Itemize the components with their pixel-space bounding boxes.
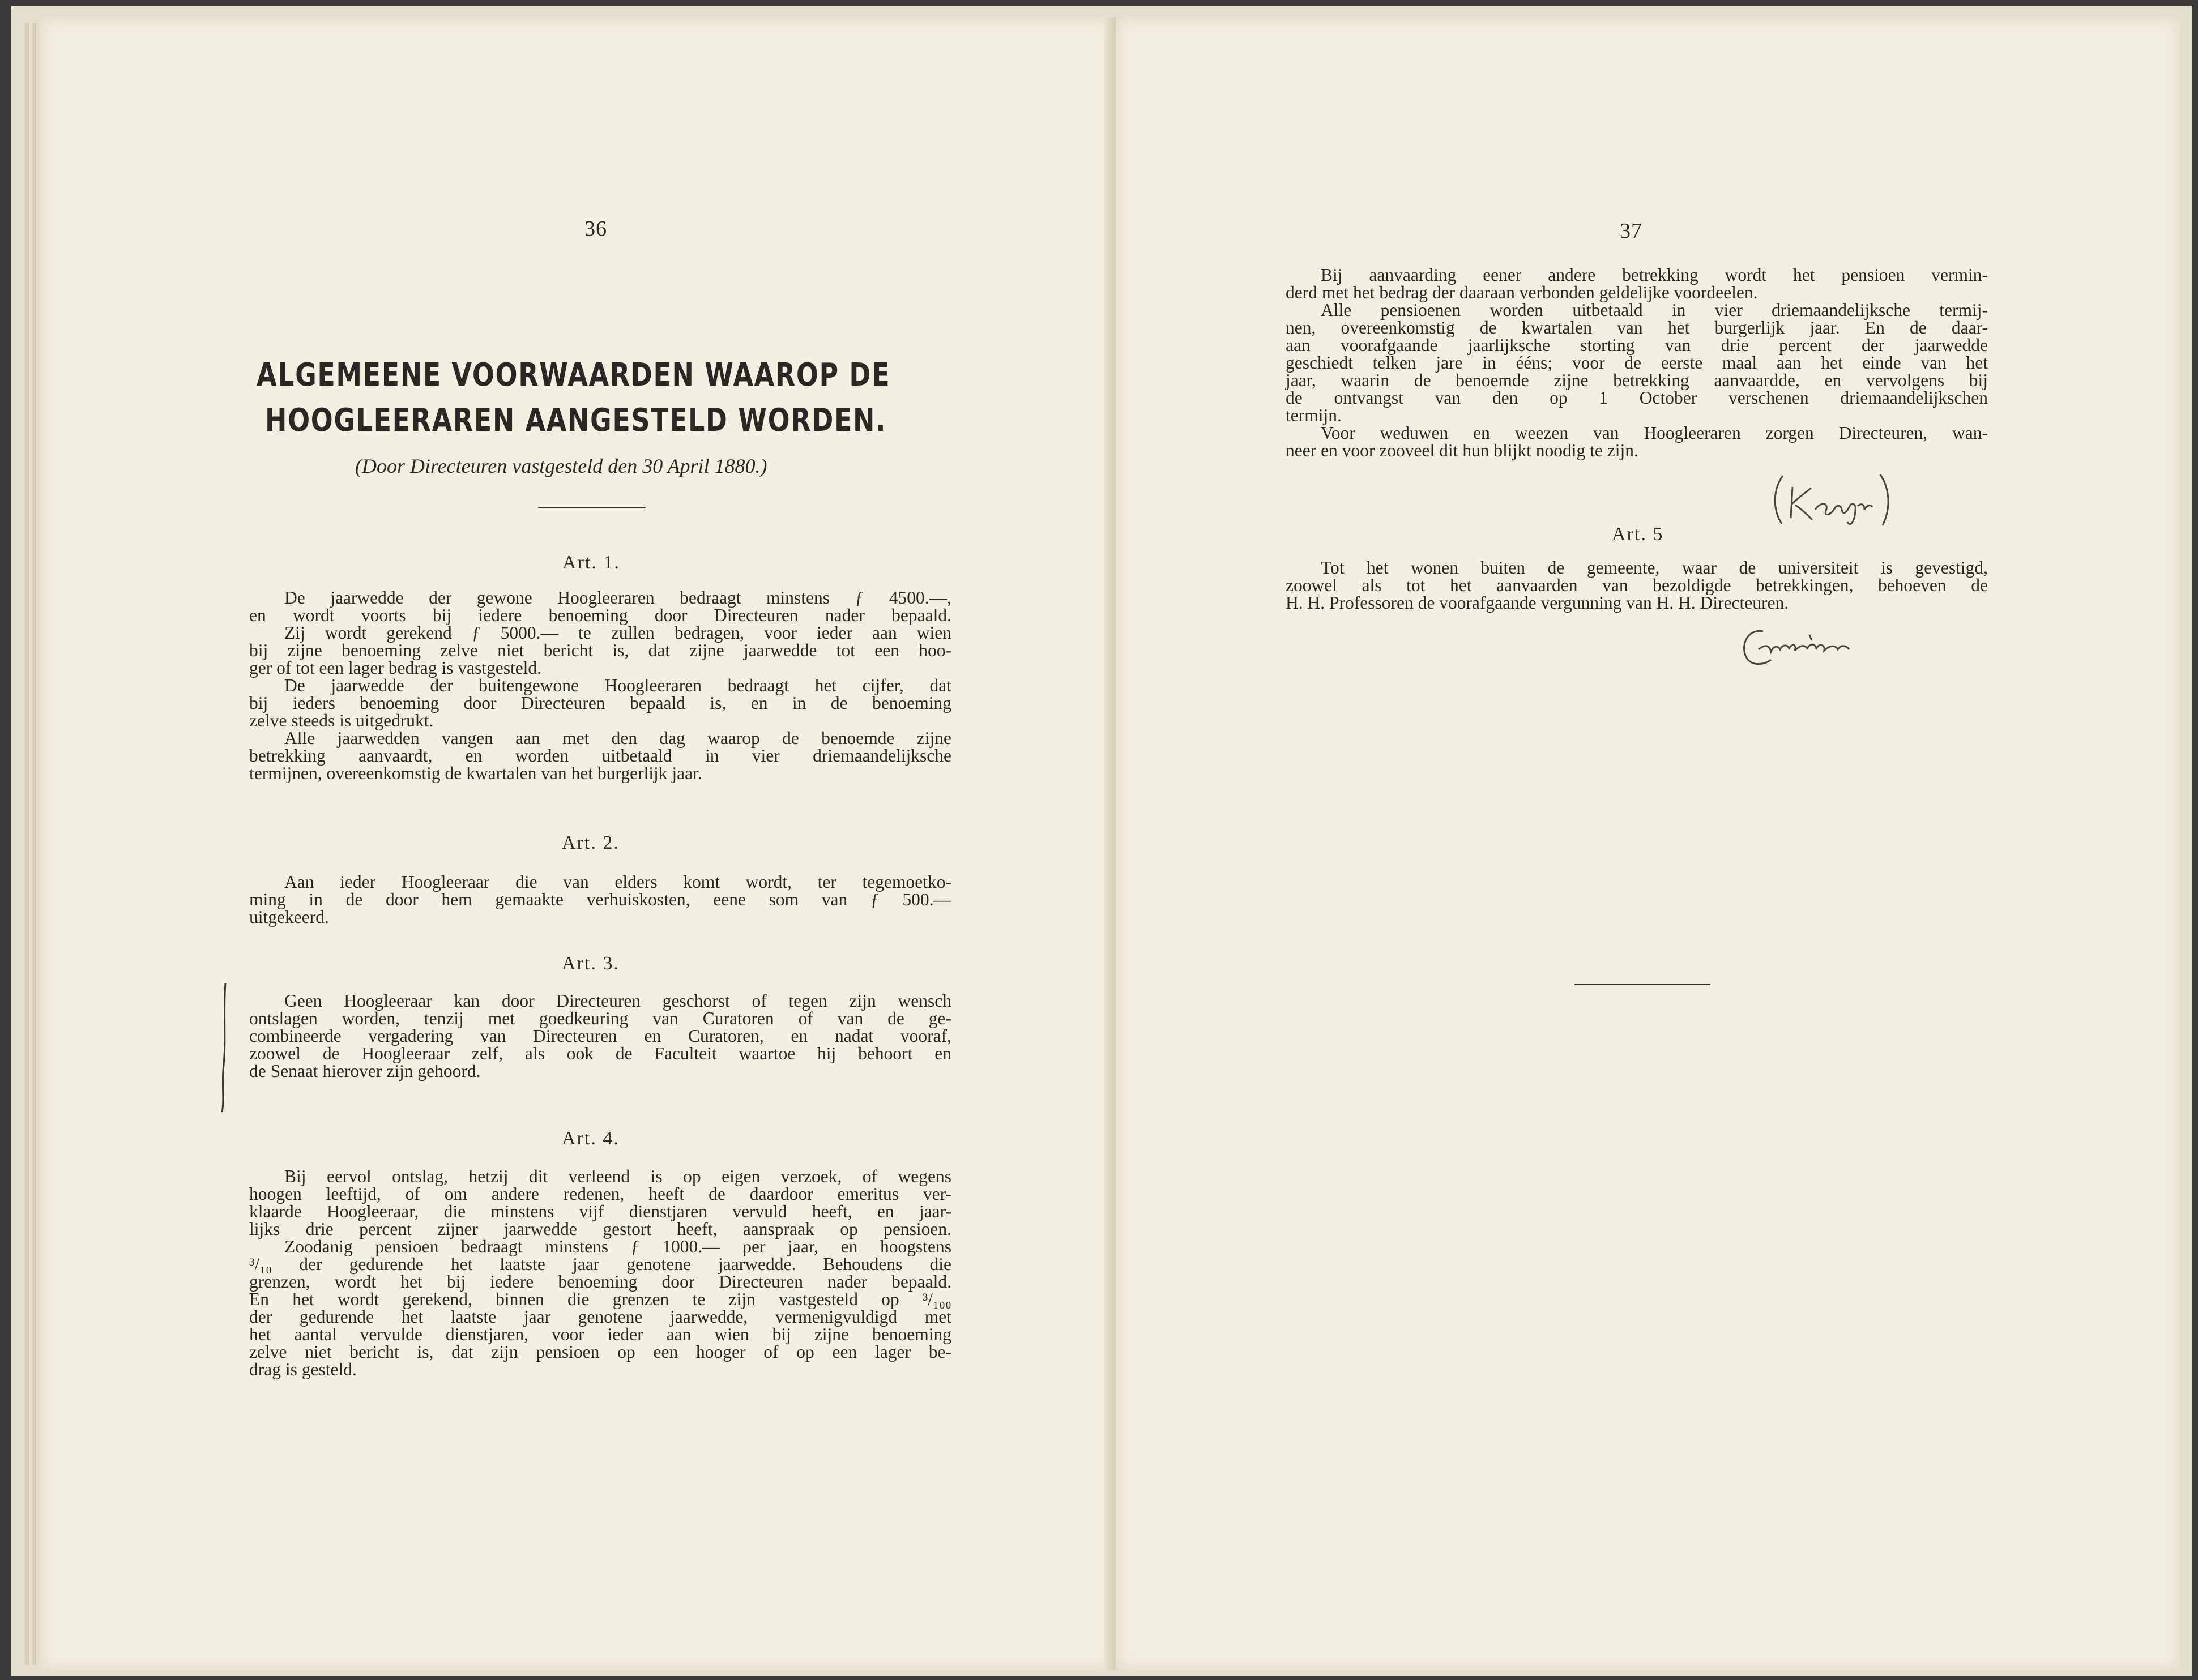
page-number: 36 [584, 217, 607, 241]
text-line: bij zijne benoeming zelve niet bericht is, dat zijne jaarwedde tot een hoo- [249, 640, 951, 660]
text-line: het aantal vervulde dienstjaren, voor ieder aan wien bij zijne benoeming [249, 1324, 951, 1344]
text-line: ming in de door hem gemaakte verhuiskosten, eene som van ƒ 500.— [249, 890, 951, 909]
text-line: combineerde vergadering van Directeuren en Curatoren, en nadat vooraf, [249, 1026, 951, 1046]
article-2-heading: Art. 2. [562, 832, 620, 853]
page-number: 37 [1620, 219, 1642, 243]
text-line: uitgekeerd. [249, 907, 329, 927]
text-line: Tot het wonen buiten de gemeente, waar de universiteit is gevestigd, [1321, 558, 1988, 578]
handwritten-annotation [1767, 470, 1903, 532]
text-line: de Senaat hierover zijn gehoord. [249, 1061, 481, 1081]
page-edge [25, 23, 29, 1665]
title-rule [538, 507, 646, 508]
text-line: Geen Hoogleeraar kan door Directeuren geschorst of tegen zijn wensch [284, 991, 951, 1011]
text-line: H. H. Professoren de voorafgaande vergunning van H. H. Directeuren. [1286, 593, 1789, 613]
text-line: klaarde Hoogleeraar, die minstens vijf dienstjaren vervuld heeft, en jaar- [249, 1202, 951, 1221]
text-line: Zoodanig pensioen bedraagt minstens ƒ 1000.— per jaar, en hoogstens [284, 1237, 951, 1256]
left-page [40, 17, 1116, 1670]
article-4-text [249, 1168, 951, 1378]
title-line-1: ALGEMEENE VOORWAARDEN WAAROP DE [257, 357, 891, 394]
text-line: derd met het bedrag der daaraan verbonden geldelijke voordeelen. [1286, 283, 1758, 302]
text-line: ger of tot een lager bedrag is vastgesteld. [249, 658, 542, 678]
right-page [1116, 17, 2180, 1670]
article-5-text [1286, 559, 1988, 612]
text-line: aan voorafgaande jaarlijksche storting van drie percent der jaarwedde [1286, 335, 1988, 355]
margin-mark [215, 980, 232, 1115]
text-line: lijks drie percent zijner jaarwedde gestort heeft, aanspraak op pensioen. [249, 1219, 951, 1239]
text-line: zoowel de Hoogleeraar zelf, als ook de Faculteit waartoe hij behoort en [249, 1044, 951, 1063]
text-line: jaar, waarin de benoemde zijne betrekking aanvaardde, en vervolgens bij [1286, 370, 1988, 390]
title-line-2: HOOGLEERAREN AANGESTELD WORDEN. [265, 402, 887, 439]
text-line: zelve niet bericht is, dat zijn pensioen op een hooger of op een lager be- [249, 1342, 951, 1362]
text-line: Alle pensioenen worden uitbetaald in vier driemaandelijksche termij- [1321, 300, 1988, 320]
text-line: Bij eervol ontslag, hetzij dit verleend is op eigen verzoek, of wegens [284, 1166, 951, 1186]
handwritten-signature [1736, 614, 1872, 677]
text-line: en wordt voorts bij iedere benoeming door Directeuren nader bepaald. [249, 605, 951, 625]
text-line: De jaarwedde der buitengewone Hoogleeraren bedraagt het cijfer, dat [284, 676, 951, 695]
article-1-heading: Art. 1. [562, 552, 620, 573]
text-line: zelve steeds is uitgedrukt. [249, 711, 434, 730]
text-line: ³/₁₀ der gedurende het laatste jaar genotene jaarwedde. Behoudens die [249, 1254, 951, 1274]
article-4-heading: Art. 4. [562, 1128, 620, 1149]
text-line: Zij wordt gerekend ƒ 5000.— te zullen bedragen, voor ieder aan wien [284, 623, 951, 643]
text-line: drag is gesteld. [249, 1360, 357, 1379]
article-1-text [249, 589, 951, 782]
text-line: geschiedt telken jare in ééns; voor de eerste maal aan het einde van het [1286, 353, 1988, 373]
text-line: bij ieders benoeming door Directeuren bepaald is, en in de benoeming [249, 693, 951, 713]
article-2-text [249, 873, 951, 926]
text-line: Alle jaarwedden vangen aan met den dag waarop de benoemde zijne [284, 728, 951, 748]
article-4-continued-text [1286, 266, 1988, 459]
text-line: En het wordt gerekend, binnen die grenzen te zijn vastgesteld op ³/₁₀₀ [249, 1289, 951, 1309]
text-line: betrekking aanvaardt, en worden uitbetaald in vier driemaandelijksche [249, 746, 951, 766]
page-edge [32, 23, 36, 1665]
text-line: Voor weduwen en weezen van Hoogleeraren zorgen Directeuren, wan- [1321, 423, 1988, 443]
article-3-text [249, 992, 951, 1080]
text-line: zoowel als tot het aanvaarden van bezoldigde betrekkingen, behoeven de [1286, 575, 1988, 595]
text-line: termijnen, overeenkomstig de kwartalen van het burgerlijk jaar. [249, 763, 702, 783]
article-5-heading: Art. 5 [1612, 524, 1664, 545]
section-rule [1574, 984, 1710, 985]
text-line: ontslagen worden, tenzij met goedkeuring van Curatoren of van de ge- [249, 1008, 951, 1028]
subtitle: (Door Directeuren vastgesteld den 30 April 1880.) [355, 455, 767, 477]
article-3-heading: Art. 3. [562, 953, 620, 974]
text-line: termijn. [1286, 405, 1342, 425]
text-line: Bij aanvaarding eener andere betrekking wordt het pensioen vermin- [1321, 265, 1988, 285]
text-line: de ontvangst van den op 1 October verschenen driemaandelijkschen [1286, 388, 1988, 408]
text-line: nen, overeenkomstig de kwartalen van het burgerlijk jaar. En de daar- [1286, 318, 1988, 337]
text-line: grenzen, wordt het bij iedere benoeming door Directeuren nader bepaald. [249, 1272, 951, 1292]
text-line: neer en voor zooveel dit hun blijkt noodig te zijn. [1286, 441, 1638, 460]
text-line: De jaarwedde der gewone Hoogleeraren bedraagt minstens ƒ 4500.—, [284, 588, 951, 608]
text-line: Aan ieder Hoogleeraar die van elders komt wordt, ter tegemoetko- [284, 872, 951, 892]
text-line: hoogen leeftijd, of om andere redenen, heeft de daardoor emeritus ver- [249, 1184, 951, 1204]
text-line: der gedurende het laatste jaar genotene jaarwedde, vermenigvuldigd met [249, 1307, 951, 1327]
